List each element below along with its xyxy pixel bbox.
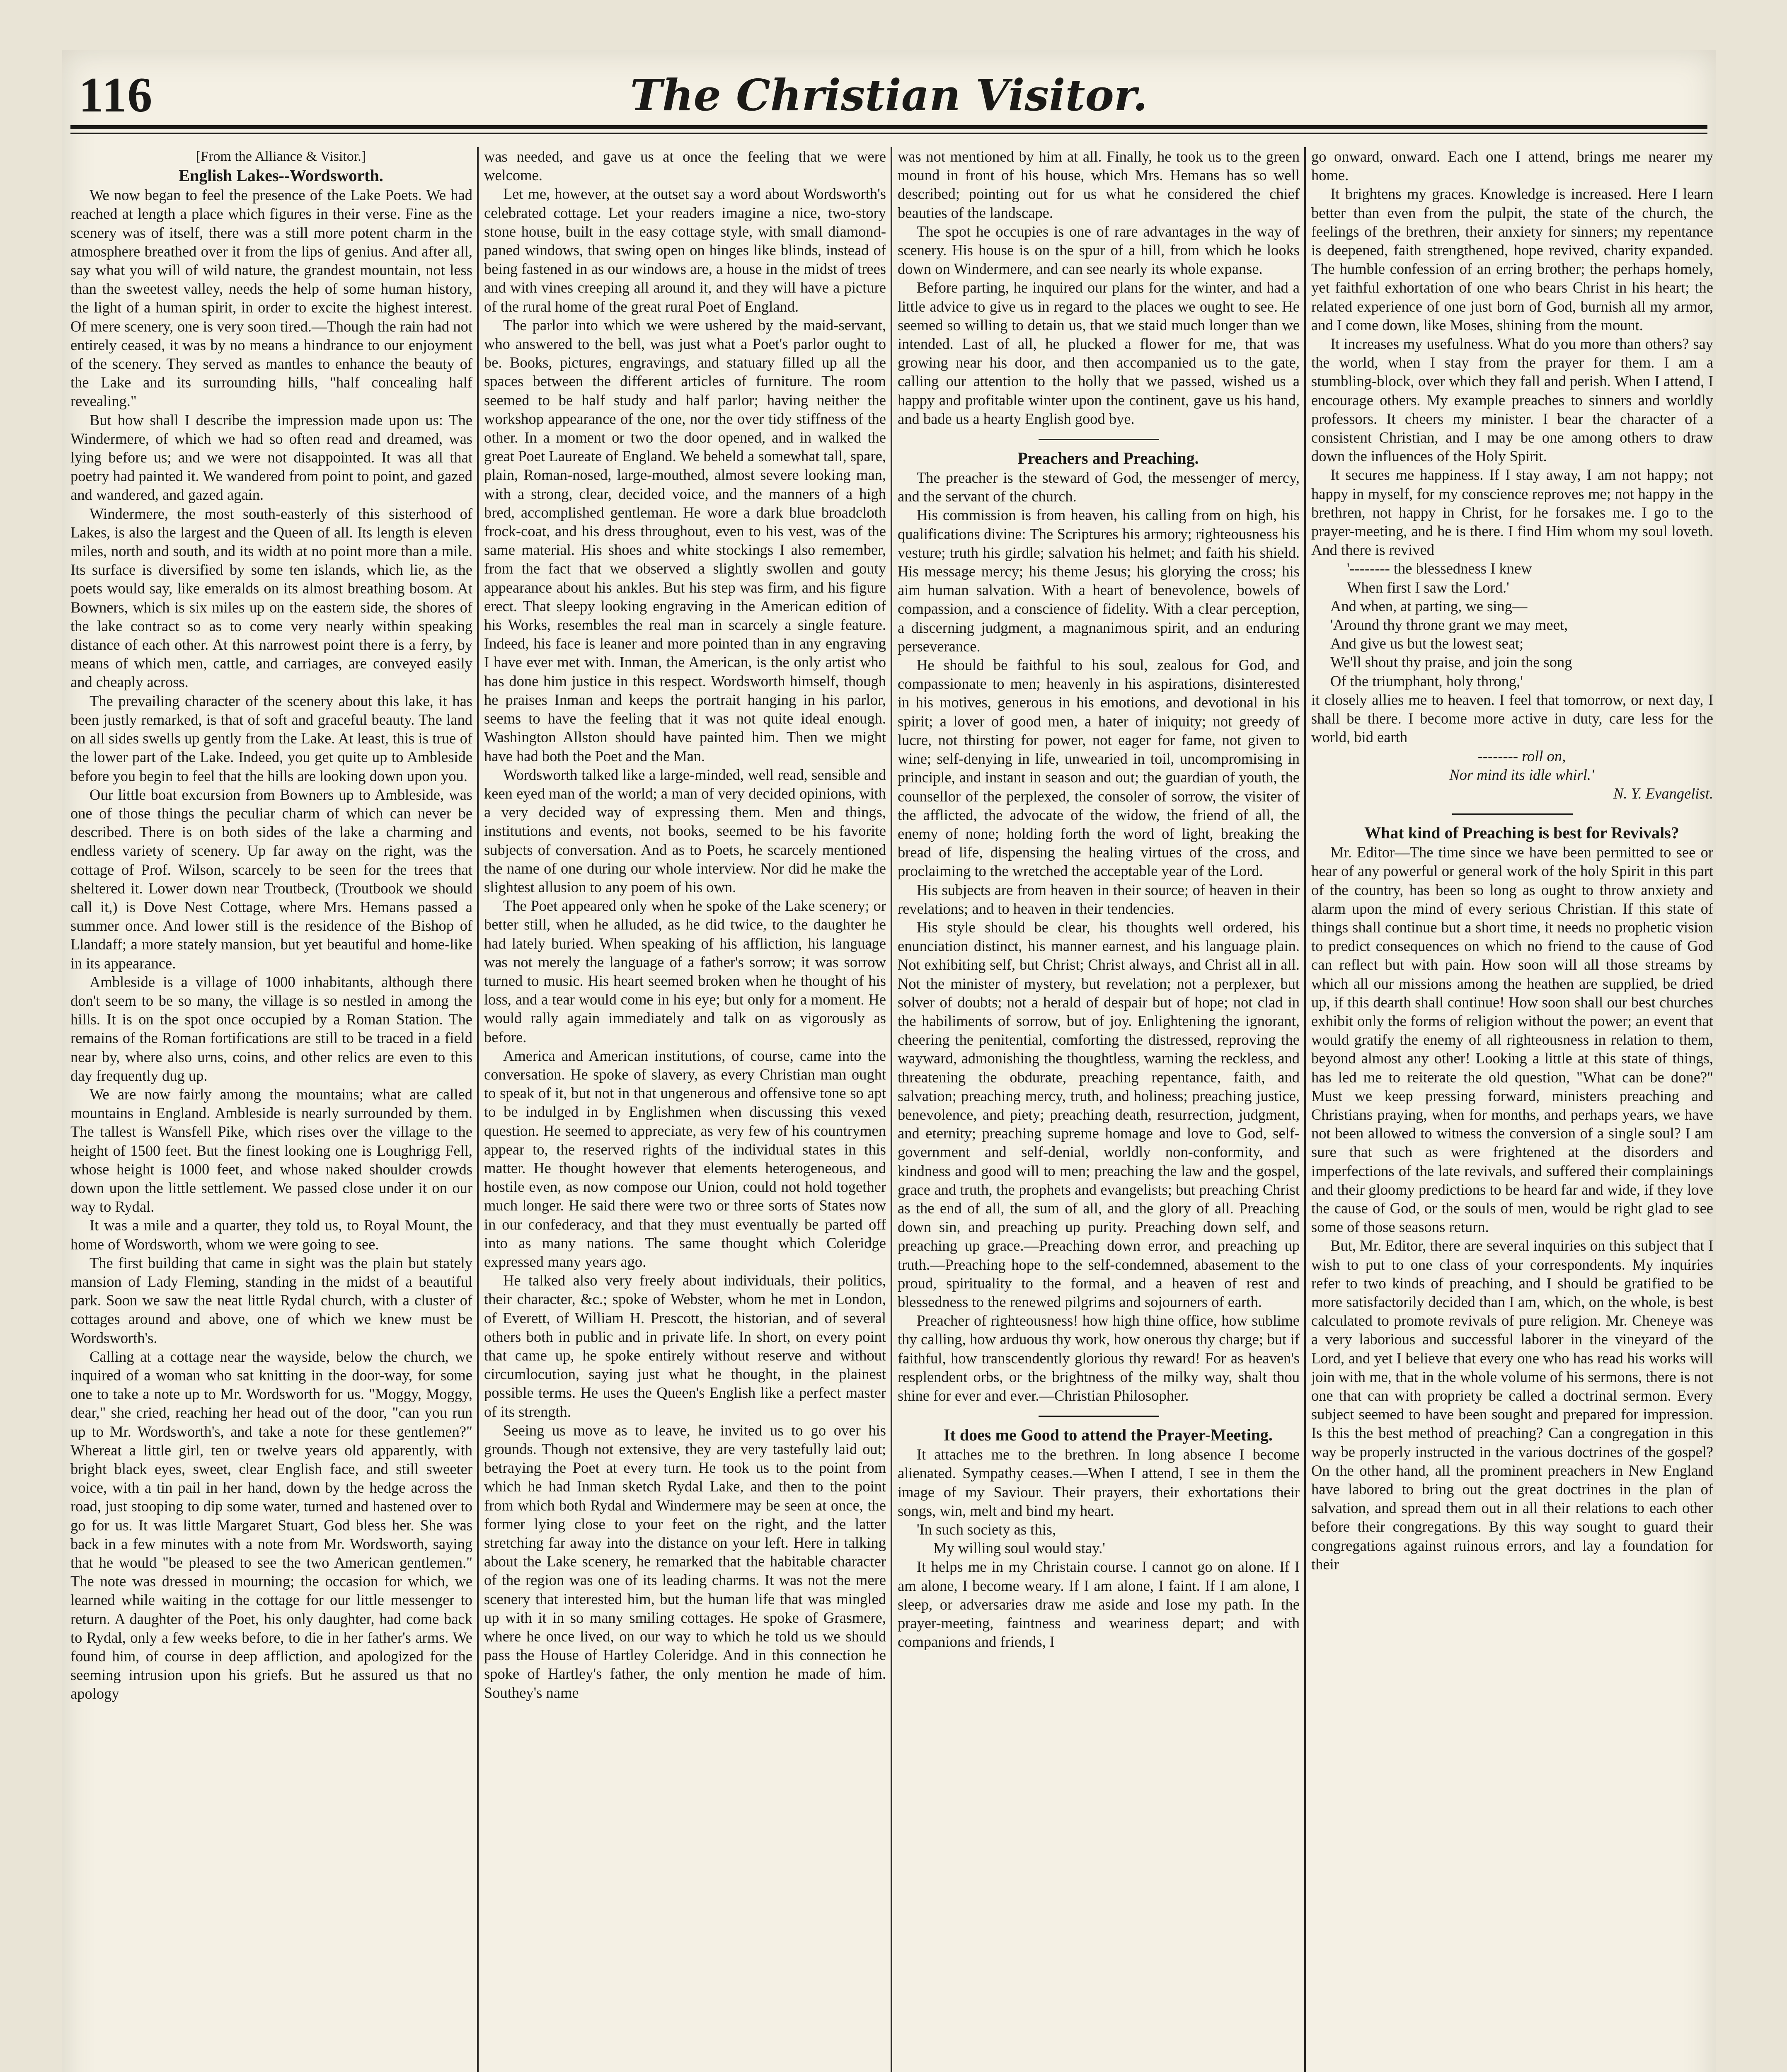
paragraph: go onward, onward. Each one I attend, brings me nearer my home.	[1311, 148, 1713, 184]
section-divider	[1039, 439, 1159, 440]
paragraph: His commission is from heaven, his calling from on high, his qualifications divine: The Scriptures his armory; righteousness his vesture; truth his girdle; salvation his helmet; and faith his shield. His message mercy; his theme Jesus; his glorying the cross; his aim human salvation. With a heart of benevolence, bowels of compassion, and a conscience of fidelity. With a clear perception, a discerning judgment, a magnanimous spirit, and an enduring perseverance.	[898, 506, 1300, 655]
verse-quote	[1311, 597, 1713, 690]
closing-line: Nor mind its idle whirl.'	[1449, 766, 1594, 783]
masthead	[70, 62, 1707, 124]
paragraph: We now began to feel the presence of the Lake Poets. We had reached at length a place which figures in their verse. Fine as the scenery was of itself, there was a still more potent charm in the atmosphere breathed over it from the lips of genius. And after all, say what you will of wild nature, the grandest mountain, not less than the sweetest valley, needs the help of some human history, the light of a human spirit, in order to excite the highest interest. Of mere scenery, one is very soon tired.—Though the rain had not entirely ceased, it was by no means a hindrance to our enjoyment of the scenery. They served as mantles to enhance the beauty of the Lake and its surrounding hills, "half concealing half revealing."	[70, 186, 472, 410]
paragraph: But how shall I describe the impression made upon us: The Windermere, of which we had so often read and dreamed, was lying before us; and we were not disappointed. It was all that poetry had painted it. We wandered from point to point, and gazed and wandered, and gazed again.	[70, 411, 472, 503]
article-headline-prayer-meeting: It does me Good to attend the Prayer-Meeting.	[944, 1426, 1273, 1445]
paragraph: Mr. Editor—The time since we have been permitted to see or hear of any powerful or general work of the holy Spirit in this part of the country, has been so long as ought to throw anxiety and alarm upon the mind of every serious Christian. If this state of things shall continue but a short time, it needs no prophetic vision to predict consequences on which no friend to the cause of God can reflect but with pain. How soon will all those streams by which all our missions among the heathen are supplied, be dried up, if this dearth shall continue! How soon shall our best churches exhibit only the forms of religion without the power; an event that would gratify the enemy of all righteousness in relation to them, beyond almost any other! Looking a little at this state of things, has led me to reiterate the old question, "What can be done?" Must we keep pressing forward, ministers preaching and Christians praying, when for months, and perhaps years, we have not been allowed to witness the conversion of a single soul? I am sure that such as were frightened at the disorders and imperfections of the late revivals, and suffered their complainings and their gloomy predictions to be heard far and wide, if they love the cause of God, or the souls of men, would be right glad to see some of those seasons return.	[1311, 844, 1713, 1236]
paragraph: Preacher of righteousness! how high thine office, how sublime thy calling, how arduous thy work, how onerous thy charge; but if faithful, how transcendently glorious thy reward! For as heaven's resplendent orbs, or the brightness of the milky way, shalt thou shine for ever and ever.—Christian Philosopher.	[898, 1312, 1300, 1404]
paragraph: He talked also very freely about individuals, their politics, their character, &c.; spoke of Webster, whom he met in London, of Everett, of William H. Prescott, the historian, and of several others both in public and in private life. In short, on every point that came up, he spoke entirely without reserve and without circumlocution, saying just what he thought, in the plainest possible terms. He uses the Queen's English like a perfect master of its strength.	[484, 1272, 886, 1420]
paragraph: it closely allies me to heaven. I feel that tomorrow, or next day, I shall be there. I become more active in duty, care less for the world, bid earth	[1311, 691, 1713, 746]
paragraph: It increases my usefulness. What do you more than others? say the world, when I stay from the prayer for them. I am a stumbling-block, over which they fall and perish. When I attend, I encourage others. My example preaches to sinners and worldly professors. It cheers my minister. I bear the character of a consistent Christian, and I may be one among others to draw down the influences of the Holy Spirit.	[1311, 335, 1713, 465]
verse-quote	[898, 1520, 1300, 1557]
paragraph: It attaches me to the brethren. In long absence I become alienated. Sympathy ceases.—When I attend, I see in them the image of my Saviour. Their prayers, their exhortations their songs, win, melt and bind my heart.	[898, 1446, 1300, 1519]
column-2	[484, 147, 886, 2072]
paragraph: We are now fairly among the mountains; what are called mountains in England. Ambleside is nearly surrounded by them. The tallest is Wansfell Pike, which rises over the village to the height of 1500 feet. But the finest looking one is Loughrigg Fell, whose height is 1000 feet, and whose naked shoulder crowds down upon the little settlement. We passed close under it on our way to Rydal.	[70, 1085, 472, 1215]
verse-line: When first I saw the Lord.'	[1347, 579, 1509, 596]
paragraph: Let me, however, at the outset say a word about Wordsworth's celebrated cottage. Let your readers imagine a nice, two-story stone house, built in the easy cottage style, with small diamond-paned windows, that swing open on hinges like blinds, instead of being fastened in as our windows are, a house in the midst of trees and with vines creeping all around it, and they will have a picture of the rural home of the great rural Poet of England.	[484, 185, 886, 315]
column-rule	[891, 147, 892, 2072]
column-4	[1311, 147, 1713, 2072]
paragraph: Ambleside is a village of 1000 inhabitants, although there don't seem to be so many, the village is so nestled in among the hills. It is on the spot once occupied by a Roman Station. The remains of the Roman fortifications are still to be traced in a field near by, where also urns, coins, and other relics are even to this day frequently dug up.	[70, 973, 472, 1084]
verse-line: '-------- the blessedness I knew	[1347, 560, 1532, 577]
paragraph: The Poet appeared only when he spoke of the Lake scenery; or better still, when he alluded, as he did twice, to the daughter he had lately buried. When speaking of his affliction, his language was not merely the language of a father's sorrow; it was sorrow turned to music. His heart seemed broken when he thought of his loss, and a tear would come in his eye; but only for a moment. He would rally again immediately and talk on as vigorously as before.	[484, 897, 886, 1046]
paragraph: Calling at a cottage near the wayside, below the church, we inquired of a woman who sat knitting in the door-way, for some one to take a note up to Mr. Wordsworth for us. "Moggy, Moggy, dear," she cried, reaching her head out of the door, "can you run up to Mr. Wordsworth's, and take a note for these gentlemen?" Whereat a little girl, ten or twelve years old apparently, with bright black eyes, sweet, clear English face, and still sweeter voice, with a tin pail in her hand, down by the hedge across the road, just stooping to dip some water, turned and hastened over to go for us. It was little Margaret Stuart, God bless her. She was back in a few minutes with a note from Mr. Wordsworth, saying that he would "be pleased to see the two American gentlemen." The note was dressed in mourning; the occasion for which, we learned while waiting in the cottage for our little messenger to return. A daughter of the Poet, his only daughter, had come back to Rydal, only a few weeks before, to die in her father's arms. We found him, of course in deep affliction, and apologized for the seeming intrusion upon his griefs. But he assured us that no apology	[70, 1348, 472, 1702]
column-3	[898, 147, 1300, 2072]
column-rule	[1304, 147, 1306, 2072]
paragraph: was needed, and gave us at once the feeling that we were welcome.	[484, 148, 886, 184]
paragraph: The first building that came in sight was the plain but stately mansion of Lady Fleming, standing in the midst of a beautiful park. Soon we saw the neat little Rydal church, with a cluster of cottages around and above, one of which we knew must be Wordsworth's.	[70, 1254, 472, 1346]
article-source: [From the Alliance & Visitor.]	[196, 149, 366, 164]
verse-line: And when, at parting, we sing—	[1330, 597, 1528, 615]
paragraph: It was a mile and a quarter, they told us, to Royal Mount, the home of Wordsworth, whom we were going to see.	[70, 1217, 472, 1253]
paragraph: It brightens my graces. Knowledge is increased. Here I learn better than even from the pulpit, the state of the church, the feelings of the brethren, their anxiety for sinners; my repentance is deepened, faith strengthened, hope revived, charity expanded. The humble confession of an erring brother; the perhaps homely, yet faithful exhortation of one who bears Christ in his heart; the related experience of one just born of God, burnish all my armor, and I come down, like Moses, shining from the mount.	[1311, 185, 1713, 334]
paragraph: The prevailing character of the scenery about this lake, it has been justly remarked, is that of soft and graceful beauty. The land on all sides swells up gently from the Lake. At least, this is true of the lower part of the Lake. Indeed, you get quite up to Ambleside before you begin to feel that the hills are looking down upon you.	[70, 692, 472, 784]
verse-line: And give us but the lowest seat;	[1330, 635, 1524, 652]
paper-title: The Christian Visitor.	[630, 70, 1148, 121]
verse-quote	[1311, 559, 1713, 596]
section-divider	[1039, 1416, 1159, 1417]
article-headline-revivals: What kind of Preaching is best for Revivals?	[1364, 823, 1679, 842]
closing-line: -------- roll on,	[1477, 747, 1566, 765]
paragraph: Windermere, the most south-easterly of this sisterhood of Lakes, is also the largest and the Queen of all. Its length is eleven miles, north and south, and its width at no point more than a mile. Its surface is diversified by some ten islands, which lie, as the poets would say, like emeralds on its almost breathing bosom. At Bowners, which is six miles up on the eastern side, the shores of the lake contract so as to come very nearly within speaking distance of each other. At this narrowest point there is a ferry, by means of which men, cattle, and carriages, are conveyed easily and cheaply across.	[70, 505, 472, 691]
newspaper-page	[62, 50, 1716, 2072]
article-headline-preachers: Preachers and Preaching.	[1017, 449, 1199, 468]
paragraph: It helps me in my Christain course. I cannot go on alone. If I am alone, I become weary. If I am alone, I faint. If I am alone, I sleep, or adversaries draw me aside and lose my path. In the prayer-meeting, faintness and weariness depart; and with companions and friends, I	[898, 1558, 1300, 1651]
paragraph: The preacher is the steward of God, the messenger of mercy, and the servant of the church.	[898, 469, 1300, 505]
verse-line: 'In such society as this,	[917, 1521, 1056, 1538]
verse-line: My willing soul would stay.'	[933, 1539, 1105, 1557]
verse-line: 'Around thy throne grant we may meet,	[1330, 616, 1568, 634]
paragraph: America and American institutions, of course, came into the conversation. He spoke of slavery, as every Christian man ought to speak of it, but not in that ungenerous and offensive tone so apt to be indulged in by Englishmen when discussing this vexed question. He seemed to appreciate, as very few of his countrymen appear to, the reserved rights of the individual states in this matter. He thought however that elements heterogeneous, and hostile even, as now compose our Union, could not hold together much longer. He said there were two or three sorts of States now in our confederacy, and that they must eventually be parted off into as many nations. The same thought which Coleridge expressed many years ago.	[484, 1047, 886, 1270]
page-number: 116	[79, 67, 153, 122]
column-rule	[477, 147, 479, 2072]
paragraph: But, Mr. Editor, there are several inquiries on this subject that I wish to put to one class of your correspondents. My inquiries refer to two kinds of preaching, and I should be gratified to be more satisfactorily decided than I am, which, on the whole, is best calculated to promote revivals of pure religion. Mr. Cheneye was a very laborious and successful laborer in the vineyard of the Lord, and yet I believe that every one who has read his works will join with me, that in the whole volume of his sermons, there is not one that can with propriety be called a doctrinal sermon. Every subject seemed to have been sought and prepared for impression. Is this the best method of preaching? Can a congregation in this way be properly instructed in the various doctrines of the gospel? On the other hand, all the prominent preachers in New England have labored to bring out the great doctrines in the plan of salvation, and spread them out in all their relations to each other before their congregations. By this way sought to guard their congregations against ruinous errors, and lay a foundation for their	[1311, 1237, 1713, 1573]
verse-line: Of the triumphant, holy throng,'	[1330, 672, 1523, 690]
paragraph: His style should be clear, his thoughts well ordered, his enunciation distinct, his manner earnest, and his language plain. Not exhibiting self, but Christ; Christ always, and Christ all in all. Not the minister of mystery, but revelation; not a perplexer, but solver of doubts; not a herald of despair but of hope; not clad in the habiliments of sorrow, but of joy. Enlightening the ignorant, cheering the penitential, comforting the distressed, reproving the wayward, admonishing the thoughtless, warning the reckless, and threatening the obdurate, preaching repentance, faith, and salvation; preaching mercy, truth, and holiness; preaching justice, benevolence, and piety; preaching death, resurrection, judgment, and eternity; preaching supreme homage and love to God, self-government and self-denial, worldly non-conformity, and kindness and good will to men; preaching the law and the gospel, grace and truth, the prophets and evangelists; but preaching Christ as the end of all, the sum of all, and the glory of all. Preaching down sin, and preaching up purity. Preaching down self, and preaching up grace.—Preaching down error, and preaching up truth.—Preaching hope to the self-condemned, abasement to the proud, spirituality to the formal, and a heaven of rest and blessedness to the renewed pilgrims and sojourners of earth.	[898, 918, 1300, 1310]
paragraph: was not mentioned by him at all. Finally, he took us to the green mound in front of his house, which Mrs. Hemans has so well described; pointing out for us what he considered the chief beauties of the landscape.	[898, 148, 1300, 221]
paragraph: Seeing us move as to leave, he invited us to go over his grounds. Though not extensive, they are very tastefully laid out; betraying the Poet at every turn. He took us to the point from which he had Inman sketch Rydal Lake, and then to the point from which both Rydal and Windermere may be seen at once, the former lying close to your feet on the right, and the latter stretching far away into the distance on your left. Here in talking about the Lake scenery, he remarked that the habitable character of the region was one of its leading charms. It was not the mere scenery that interested him, but the human life that was mingled up with it in so many smiling cottages. He spoke of Grasmere, where he once lived, on our way to which he told us we should pass the House of Hartley Coleridge. And in this connection he spoke of Hartley's father, the only mention he made of him. Southey's name	[484, 1421, 886, 1701]
masthead-rule-thin	[70, 133, 1707, 134]
paragraph: Wordsworth talked like a large-minded, well read, sensible and keen eyed man of the world; a man of very decided opinions, with a very decided way of expressing them. Men and things, institutions and events, not books, seemed to be his favorite subjects of conversation. And as to Poets, he scarcely mentioned the name of one during our whole interview. Nor did he make the slightest allusion to any poem of his own.	[484, 766, 886, 896]
paragraph: The spot he occupies is one of rare advantages in the way of scenery. His house is on the spur of a hill, from which he looks down on Windermere, and can see nearly its whole expanse.	[898, 223, 1300, 278]
section-divider	[1452, 813, 1573, 815]
article-signature: N. Y. Evangelist.	[1613, 784, 1713, 802]
paragraph: The parlor into which we were ushered by the maid-servant, who answered to the bell, was just what a Poet's parlor ought to be. Books, pictures, engravings, and statuary filled up all the spaces between the different articles of furniture. The room seemed to be half study and half parlor; having neither the workshop appearance of the one, nor the over tidy stiffness of the other. In a moment or two the door opened, and in walked the great Poet Laureate of England. We beheld a somewhat tall, spare, plain, Roman-nosed, large-mouthed, almost severe looking man, with a strong, clear, decided voice, and the manners of a high bred, accomplished gentleman. He wore a dark blue broadcloth frock-coat, and his dress throughout, even to his vest, was of the same material. His shoes and white stockings I also remember, from the fact that we observed a slightly swollen and gouty appearance about his ankles. But his step was firm, and his figure erect. That sleepy looking engraving in the American edition of his Works, resembles the real man in scarcely a single feature. Indeed, his face is leaner and more pointed than in any engraving I have ever met with. Inman, the American, is the only artist who has done him justice in this respect. Wordsworth himself, though he praises Inman and keeps the portrait hanging in his parlor, seems to have the feeling that it was not quite ideal enough. Washington Allston should have painted him. Then we might have had both the Poet and the Man.	[484, 316, 886, 765]
column-1	[70, 147, 472, 2072]
verse-line: We'll shout thy praise, and join the song	[1330, 654, 1572, 671]
paragraph: It secures me happiness. If I stay away, I am not happy; not happy in myself, for my conscience reproves me; not happy in the brethren, not happy in Christ, for he forsakes me. I go to the prayer-meeting, and he is there. I find Him whom my soul loveth. And there is revived	[1311, 466, 1713, 559]
masthead-rule	[70, 125, 1707, 129]
paragraph: His subjects are from heaven in their source; of heaven in their revelations; and to heaven in their tendencies.	[898, 881, 1300, 917]
paragraph: Our little boat excursion from Bowners up to Ambleside, was one of those things the peculiar charm of which can never be described. There is on both sides of the lake a charming and endless variety of scenery. Up far away on the right, was the cottage of Prof. Wilson, scarcely to be seen for the trees that sheltered it. Lower down near Troutbeck, (Troutbook we should call it,) is Dove Nest Cottage, where Mrs. Hemans passed a summer once. And lower still is the residence of the Bishop of Llandaff; a more stately mansion, but yet beautiful and home-like in its appearance.	[70, 786, 472, 972]
article-headline-english-lakes: English Lakes--Wordsworth.	[179, 166, 383, 185]
paragraph: He should be faithful to his soul, zealous for God, and compassionate to men; heavenly in his aspirations, disinterested in his motives, generous in his emotions, and devotional in his spirit; a lover of good men, a hater of iniquity; not greedy of lucre, not thirsting for power, not eager for fame, not given to wine; self-denying in life, unwearied in toil, uncompromising in principle, and instant in season and out; the guardian of youth, the counsellor of the perplexed, the consoler of sorrow, the visiter of the afflicted, the advocate of the widow, the friend of all, the enemy of none; holding forth the word of light, breaking the bread of life, dispensing the healing virtues of the cross, and proclaiming to the wretched the acceptable year of the Lord.	[898, 656, 1300, 880]
paragraph: Before parting, he inquired our plans for the winter, and had a little advice to give us in regard to the places we ought to see. He seemed so willing to detain us, that we staid much longer than we intended. Last of all, he plucked a flower for me, that was growing near his door, and then accompanied us to the gate, calling our attention to the holly that we passed, wished us a happy and profitable winter upon the continent, gave us his hand, and bade us a hearty English good bye.	[898, 279, 1300, 427]
